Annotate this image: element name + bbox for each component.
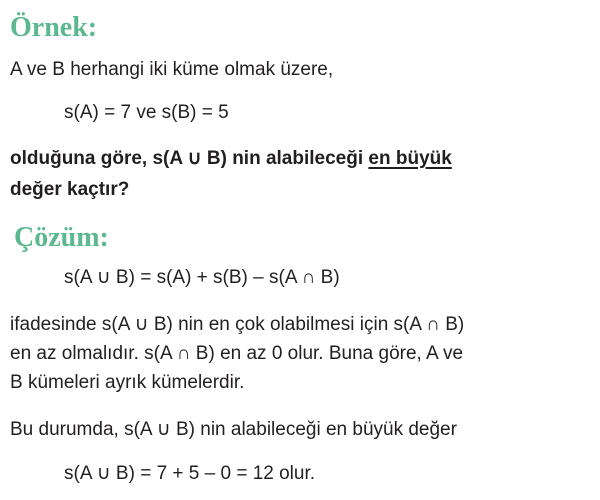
conclusion-line: Bu durumda, s(A ∪ B) nin alabileceği en büyük değer: [10, 419, 457, 440]
question-text: olduğuna göre, s(A ∪ B) nin alabileceği: [10, 148, 369, 169]
explanation-line-2: en az olmalıdır. s(A ∩ B) en az 0 olur. Buna göre, A ve: [10, 343, 464, 364]
explanation-line-1: ifadesinde s(A ∪ B) nin en çok olabilmesi için s(A ∩ B): [10, 314, 465, 335]
solution-heading: Çözüm:: [14, 222, 109, 253]
question-line-2: değer kaçtır?: [10, 179, 130, 200]
result-line: s(A ∪ B) = 7 + 5 – 0 = 12 olur.: [64, 463, 316, 484]
explanation-line-3: B kümeleri ayrık kümelerdir.: [10, 372, 245, 393]
example-intro: A ve B herhangi iki küme olmak üzere,: [10, 59, 334, 80]
example-heading: Örnek:: [10, 12, 98, 43]
question-line-1: [10, 147, 452, 171]
solution-formula: s(A ∪ B) = s(A) + s(B) – s(A ∩ B): [64, 267, 340, 288]
given-values: s(A) = 7 ve s(B) = 5: [64, 102, 229, 123]
question-emphasis: en büyük: [368, 148, 452, 169]
